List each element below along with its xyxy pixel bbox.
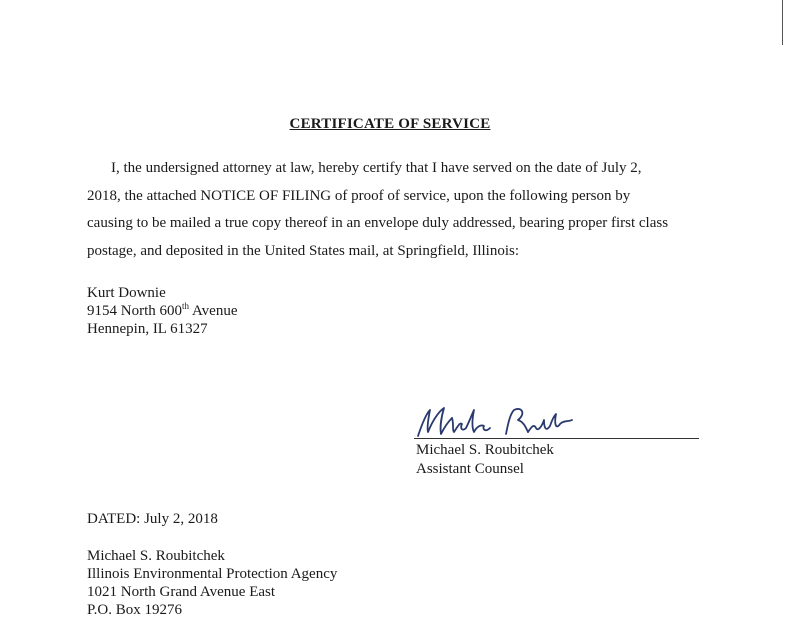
recipient-city: Hennepin, IL 61327 bbox=[87, 321, 208, 337]
signature-line bbox=[414, 438, 699, 439]
signature-stroke-ichael bbox=[452, 410, 490, 432]
document-title: CERTIFICATE OF SERVICE bbox=[289, 116, 491, 132]
sender-name: Michael S. Roubitchek bbox=[87, 548, 225, 564]
page-edge-line bbox=[782, 0, 783, 45]
signature-stroke-m bbox=[418, 408, 452, 436]
signature-stroke-oubitchek bbox=[528, 414, 572, 432]
signature-block bbox=[416, 441, 554, 479]
sender-organization: Illinois Environmental Protection Agency bbox=[87, 566, 338, 582]
recipient-street bbox=[87, 302, 237, 320]
certificate-text-line-4: postage, and deposited in the United States mail, at Springfield, Illinois: bbox=[87, 243, 520, 259]
recipient-street-number: 9154 North 600 bbox=[87, 303, 182, 319]
certificate-text-line-1: I, the undersigned attorney at law, hereby certify that I have served on the date of July 2, bbox=[111, 160, 642, 176]
certificate-text-line-3: causing to be mailed a true copy thereof in an envelope duly addressed, bearing proper first class bbox=[87, 215, 669, 231]
signature-stroke-r bbox=[506, 409, 528, 434]
recipient-street-ordinal: th bbox=[182, 301, 190, 311]
signer-name: Michael S. Roubitchek bbox=[416, 442, 554, 458]
certificate-text-line-2: 2018, the attached NOTICE OF FILING of proof of service, upon the following person by bbox=[87, 188, 631, 204]
signer-title: Assistant Counsel bbox=[416, 461, 524, 477]
sender-pobox: P.O. Box 19276 bbox=[87, 602, 183, 618]
recipient-street-suffix: Avenue bbox=[189, 303, 238, 319]
recipient-address bbox=[87, 284, 237, 338]
sender-address bbox=[87, 547, 337, 619]
recipient-name: Kurt Downie bbox=[87, 285, 166, 301]
handwritten-signature bbox=[414, 402, 574, 442]
sender-street: 1021 North Grand Avenue East bbox=[87, 584, 276, 600]
date-line: DATED: July 2, 2018 bbox=[87, 511, 218, 527]
